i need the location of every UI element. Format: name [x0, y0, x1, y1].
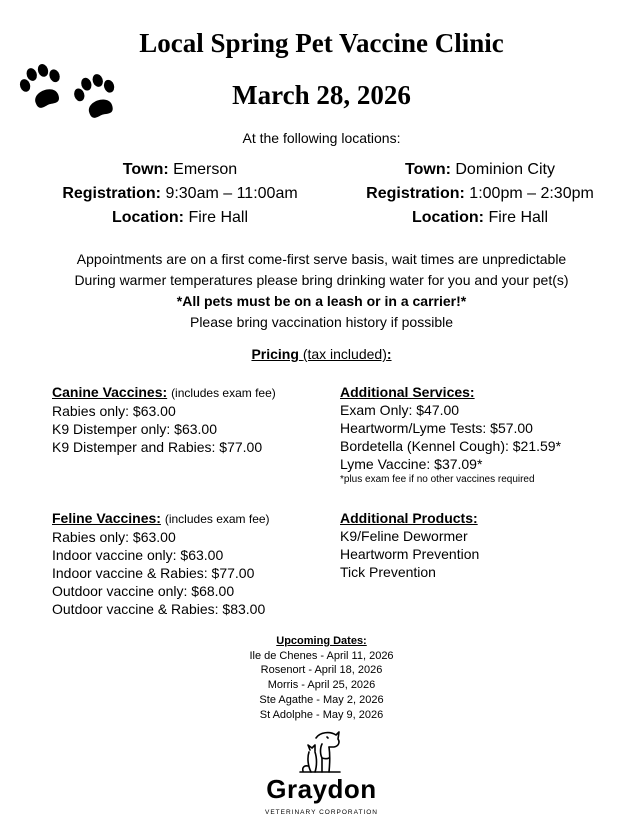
feline-heading: Feline Vaccines:	[52, 510, 161, 526]
note-leash: *All pets must be on a leash or in a carrier!*	[176, 293, 467, 309]
note-history: Please bring vaccination history if possible	[189, 314, 454, 330]
list-item: Rabies only: $63.00	[52, 529, 176, 545]
list-item: St Adolphe - May 9, 2026	[259, 708, 384, 721]
list-item: Outdoor vaccine & Rabies: $83.00	[52, 601, 266, 617]
paw-print-icon	[70, 70, 122, 122]
registration-label: Registration:	[366, 185, 465, 202]
note-appointments: Appointments are on a first come-first serve basis, wait times are unpredictable	[76, 251, 567, 267]
dog-cat-logo-icon	[296, 728, 344, 774]
list-item: K9 Distemper and Rabies: $77.00	[52, 439, 263, 455]
town-name: Dominion City	[455, 161, 555, 178]
list-item: Outdoor vaccine only: $68.00	[52, 583, 235, 599]
list-item: Heartworm Prevention	[340, 546, 480, 562]
location-name: Fire Hall	[488, 209, 548, 226]
town-label: Town:	[122, 161, 169, 178]
list-item: Exam Only: $47.00	[340, 402, 460, 418]
feline-vaccines-section	[52, 509, 270, 618]
paw-print-icon	[12, 62, 127, 132]
list-item: Bordetella (Kennel Cough): $21.59*	[340, 438, 562, 454]
registration-label: Registration:	[62, 185, 161, 202]
canine-heading: Canine Vaccines:	[52, 384, 168, 400]
location-dominion-city	[340, 158, 620, 230]
location-emerson	[40, 158, 320, 230]
list-item: Rosenort - April 18, 2026	[260, 664, 383, 677]
list-item: Indoor vaccine & Rabies: $77.00	[52, 565, 255, 581]
note-water: During warmer temperatures please bring drinking water for you and your pet(s)	[74, 272, 569, 288]
list-item: Tick Prevention	[340, 564, 436, 580]
location-name: Fire Hall	[188, 209, 248, 226]
list-item: Ile de Chenes - April 11, 2026	[249, 649, 394, 662]
registration-time: 9:30am – 11:00am	[165, 185, 298, 202]
location-label: Location:	[411, 209, 484, 226]
list-item: Heartworm/Lyme Tests: $57.00	[340, 420, 533, 436]
pricing-title: Pricing	[251, 346, 299, 362]
flyer-title: Local Spring Pet Vaccine Clinic	[139, 28, 504, 58]
paw-print-icon	[15, 62, 68, 112]
graydon-logo	[240, 728, 403, 824]
upcoming-dates-section	[0, 634, 643, 722]
list-item: Morris - April 25, 2026	[267, 679, 376, 692]
upcoming-heading: Upcoming Dates:	[276, 635, 367, 647]
town-name: Emerson	[173, 161, 238, 178]
canine-vaccines-section	[52, 383, 276, 456]
clinic-notes	[0, 249, 643, 333]
list-item: Rabies only: $63.00	[52, 403, 176, 419]
services-footnote: *plus exam fee if no other vaccines required	[340, 474, 535, 485]
registration-time: 1:00pm – 2:30pm	[469, 185, 594, 202]
additional-products-section	[340, 509, 479, 581]
logo-wordmark: Graydon	[266, 774, 377, 804]
services-heading: Additional Services:	[340, 384, 475, 400]
list-item: K9/Feline Dewormer	[340, 528, 468, 544]
location-label: Location:	[111, 209, 184, 226]
list-item: Lyme Vaccine: $37.09*	[340, 456, 483, 472]
feline-note: (includes exam fee)	[164, 512, 270, 526]
list-item: K9 Distemper only: $63.00	[52, 421, 217, 437]
town-label: Town:	[405, 161, 451, 178]
additional-services-section	[340, 383, 561, 487]
logo-subtitle: VETERINARY CORPORATION	[264, 809, 379, 816]
list-item: Indoor vaccine only: $63.00	[52, 547, 224, 563]
pricing-tax-note: (tax included)	[302, 346, 387, 362]
intro-text: At the following locations:	[242, 130, 401, 146]
products-heading: Additional Products:	[340, 510, 478, 526]
pricing-colon: :	[386, 346, 392, 362]
clinic-date: March 28, 2026	[232, 80, 411, 110]
pricing-heading	[0, 346, 643, 362]
canine-note: (includes exam fee)	[171, 386, 276, 400]
list-item: Ste Agathe - May 2, 2026	[259, 693, 384, 706]
